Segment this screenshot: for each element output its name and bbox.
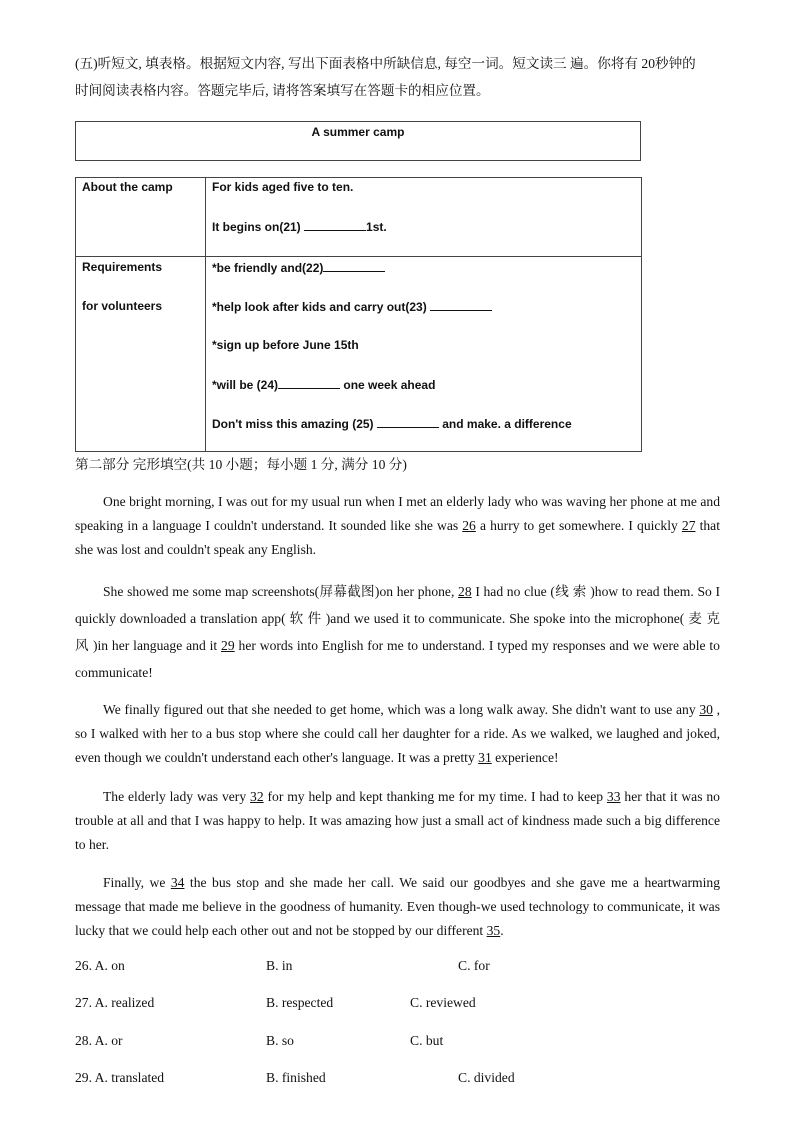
row2-line-5 (212, 416, 572, 431)
text: for my help and kept thanking me for my time. I had to keep (263, 789, 607, 804)
table-title: A summer camp (311, 125, 405, 139)
paragraph-2 (75, 578, 720, 686)
option-29-c: C. divided (458, 1070, 515, 1085)
blank-number: 32 (250, 789, 264, 804)
blank-25[interactable] (377, 416, 439, 428)
text: experience! (491, 750, 559, 765)
text: I had no clue (线 索 )how to read them. So I quickly downloaded a translation app( 软 件 )and we used it to communicate. She spoke into the microphone( 麦 克 风 )in her language and it (75, 584, 720, 653)
option-27-b: B. respected (266, 995, 334, 1010)
row2-line-2 (212, 299, 492, 314)
instructions-line-2: 时间阅读表格内容。答题完毕后, 请将答案填写在答题卡的相应位置。 (75, 83, 490, 98)
row1-line-1: For kids aged five to ten. (212, 180, 354, 194)
row1-line-2 (212, 219, 387, 234)
blank-24[interactable] (278, 377, 340, 389)
blank-number: 28 (458, 584, 472, 599)
table-row-divider (76, 256, 641, 257)
blank-21[interactable] (304, 219, 366, 231)
text: She showed me some map screenshots(屏幕截图)on her phone, (103, 584, 459, 599)
option-26-c: C. for (458, 958, 490, 973)
text: , so I walked with her to a bus stop where she could call her daughter for a ride. As we walked, we laughed and joked, even though we couldn't understand each other's language. It was a pretty (75, 702, 720, 765)
option-26-a: 26. A. on (75, 958, 125, 973)
option-28-c: C. but (410, 1033, 444, 1048)
option-29-b: B. finished (266, 1070, 326, 1085)
text: Finally, we (103, 875, 171, 890)
text: her words into English for me to understand. I typed my responses and we were able to communicate! (75, 638, 720, 680)
text: a hurry to get somewhere. I quickly (475, 518, 682, 533)
blank-number: 26 (462, 518, 476, 533)
paragraph-3 (75, 698, 720, 770)
table-column-divider (205, 178, 206, 451)
paragraph-4 (75, 785, 720, 857)
text: 1st. (366, 220, 387, 234)
row2-line-4 (212, 377, 435, 392)
instructions-line-1: (五)听短文, 填表格。根据短文内容, 写出下面表格中所缺信息, 每空一词。短文读三 遍。你将有 20秒钟的 (75, 56, 696, 71)
row2-line-3: *sign up before June 15th (212, 338, 359, 352)
text: One bright morning, I was out for my usual run when I met an elderly lady who was waving her phone at me and speaking in a language I couldn't understand. It sounded like she was (75, 494, 720, 533)
row-label-requirements: Requirements (82, 260, 163, 274)
section-heading: 第二部分 完形填空(共 10 小题；每小题 1 分, 满分 10 分) (75, 457, 407, 472)
text: her that it was no trouble at all and that I was happy to help. It was amazing how just a small act of kindness made such a big difference to her. (75, 789, 720, 852)
blank-number: 35 (486, 923, 501, 938)
row-label-about: About the camp (82, 180, 173, 194)
table-title-box (75, 121, 641, 161)
info-table (75, 177, 642, 452)
paragraph-5 (75, 871, 720, 943)
text: Don't miss this amazing (25) (212, 417, 377, 431)
text: The elderly lady was very (103, 789, 251, 804)
text: that she was lost and couldn't speak any English. (75, 518, 720, 557)
text: one week ahead (340, 378, 436, 392)
text: *will be (24) (212, 378, 279, 392)
blank-22[interactable] (323, 260, 385, 272)
text: It begins on(21) (212, 220, 305, 234)
text: We finally figured out that she needed to get home, which was a long walk away. She didn't want to use any (103, 702, 700, 717)
text: the bus stop and she made her call. We said our goodbyes and she gave me a heartwarming message that made me believe in the goodness of humanity. Even though-we used technology to communicate, it was lucky that we could help each other out and not be stopped by our different (75, 875, 721, 938)
blank-number: 31 (478, 750, 492, 765)
blank-number: 27 (681, 518, 696, 533)
blank-number: 29 (221, 638, 235, 653)
blank-number: 34 (170, 875, 185, 890)
option-28-a: 28. A. or (75, 1033, 123, 1048)
option-28-b: B. so (266, 1033, 294, 1048)
option-29-a: 29. A. translated (75, 1070, 165, 1085)
text: and make. a difference (438, 417, 572, 431)
row-label-volunteers: for volunteers (82, 299, 163, 313)
instructions (75, 50, 725, 104)
paragraph-1 (75, 490, 720, 562)
blank-23[interactable] (430, 299, 492, 311)
blank-number: 30 (699, 702, 713, 717)
blank-number: 33 (606, 789, 621, 804)
option-27-c: C. reviewed (410, 995, 476, 1010)
option-26-b: B. in (266, 958, 293, 973)
option-27-a: 27. A. realized (75, 995, 155, 1010)
text: *be friendly and(22) (212, 261, 324, 275)
text: . (500, 923, 504, 938)
row2-line-1 (212, 260, 385, 275)
text: *help look after kids and carry out(23) (212, 300, 431, 314)
